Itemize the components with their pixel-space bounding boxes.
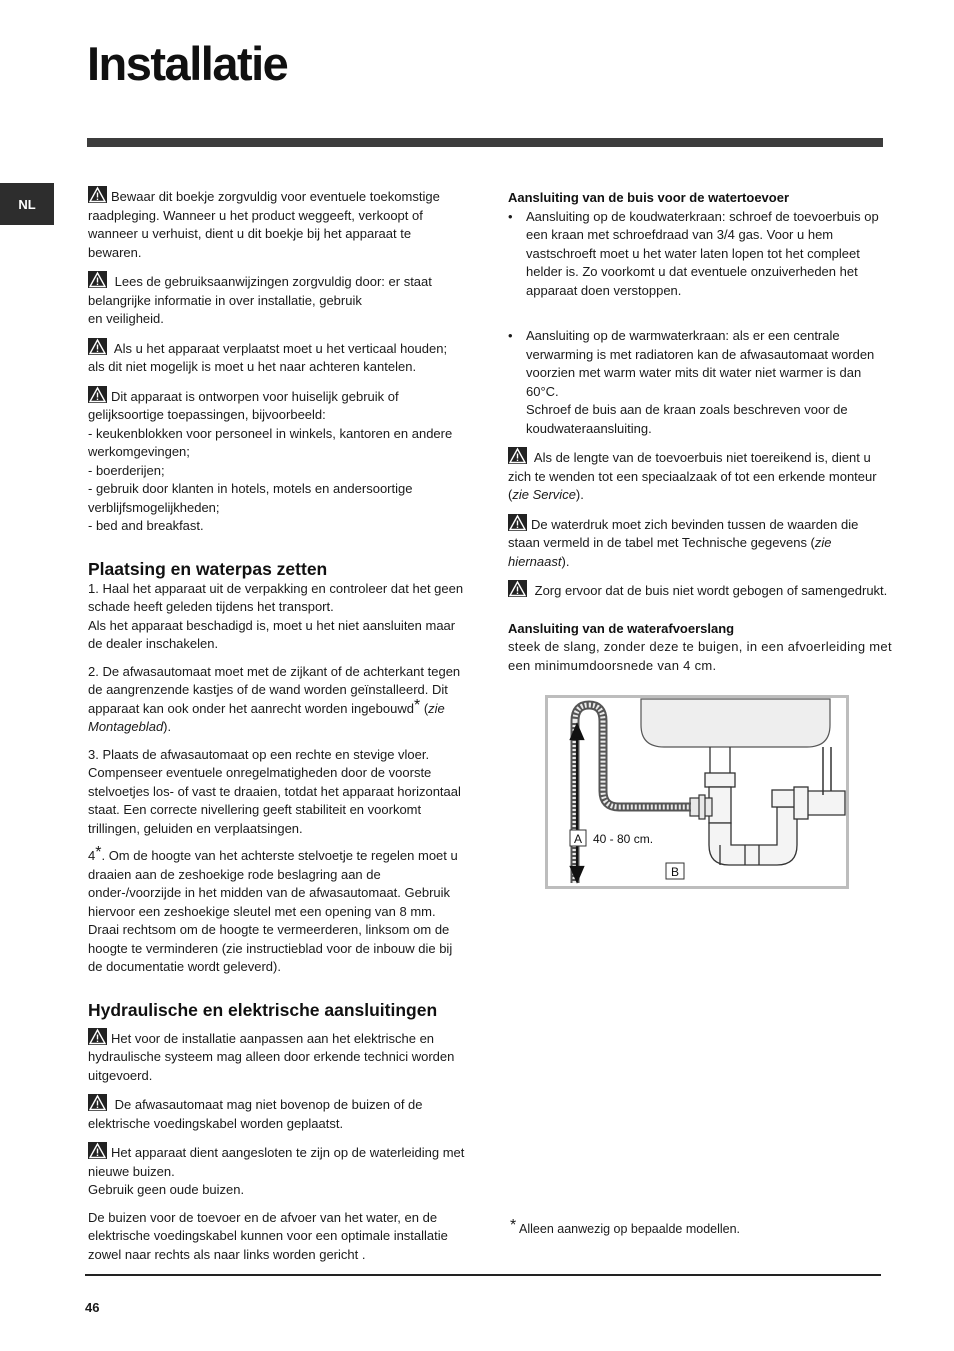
step-4: 4*. Om de hoogte van het achterste stelvoetje te regelen moet u draaien aan de zeshoekige rode beslagring aan de onder-/voorzijde in het midden van de afwasautomaat. Gebruik hiervoor een zeshoekige sleutel met een opening van 8 mm. Draai rechtsom om de hoogte te vermeerderen, linksom om de hoogte te verminderen (zie instructieblad voor de inbouw die bij de documentatie wordt geleverd). — [88, 844, 458, 974]
left-column — [88, 186, 466, 1273]
heading-waterafvoer: Aansluiting van de waterafvoerslang — [508, 620, 735, 636]
warning-icon — [508, 514, 527, 531]
title-rule — [87, 138, 883, 147]
warning-icon — [88, 386, 107, 403]
heading-hydraulisch: Hydraulische en elektrische aansluitingen — [88, 999, 438, 1020]
sink-basin — [641, 699, 830, 747]
warning-pipes-cable: De afwasautomaat mag niet bovenop de buizen of de elektrische voedingskabel worden geplaatst. — [88, 1094, 466, 1133]
warning-move-upright: Als u het apparaat verplaatst moet u het verticaal houden; als dit niet mogelijk is moet u het naar achteren kantelen. — [88, 338, 466, 377]
right-column — [508, 189, 892, 684]
warning-hose-length: Als de lengte van de toevoerbuis niet toereikend is, dient u zich te wenden tot een speciaalzaak of tot een erkende monteur (zie Service). — [508, 447, 892, 505]
warning-technicians: Het voor de installatie aanpassen aan het elektrische en hydraulische systeem mag alleen door erkende technici worden uitgevoerd. — [88, 1028, 466, 1086]
label-a: A — [574, 832, 583, 846]
page-number: 46 — [85, 1300, 100, 1315]
warning-water-pressure: De waterdruk moet zich bevinden tussen de waarden die staan vermeld in de tabel met Technische gegevens (zie hiernaast). — [508, 514, 892, 572]
warning-household-use: Dit apparaat is ontworpen voor huiselijk gebruik of gelijksoortige toepassingen, bijvoorbeeld: - keukenblokken voor personeel in winkels, kantoren en andere werkomgevingen; - boerderijen; - gebruik door klanten in hotels, motels en andersoortige verblijfsmogelijkheden; - bed and breakfast. — [88, 386, 466, 536]
use-list-item: - gebruik door klanten in hotels, motels en andersoortige verblijfsmogelijkheden; — [88, 481, 413, 515]
step-1: 1. Haal het apparaat uit de verpakking en controleer dat het geen schade heeft geleden tijdens het transport. Als het apparaat beschadigd is, moet u het niet aansluiten maar de dealer inschakelen. — [88, 580, 464, 651]
warning-icon — [508, 447, 527, 464]
pipes-direction-paragraph: De buizen voor de toevoer en de afvoer van het water, en de elektrische voedingskabel kunnen voor een optimale installatie zowel naar rechts als naar links worden gericht . — [88, 1209, 448, 1262]
heading-watertoevoer: Aansluiting van de buis voor de watertoevoer — [508, 190, 790, 205]
footnote: * Alleen aanwezig op bepaalde modellen. — [510, 1217, 741, 1236]
warning-no-bending: Zorg ervoor dat de buis niet wordt gebogen of samengedrukt. — [508, 580, 892, 601]
page-title: Installatie — [87, 37, 288, 90]
bullet-cold-water: • Aansluiting op de koudwaterkraan: schroef de toevoerbuis op een kraan met schroefdraad van 3/4 gas. Voor u hem vastschroeft moet u het water laten lopen tot het compleet helder is. Zo voorkomt u dat eventuele onzuiverheden het apparaat doen verstoppen. — [508, 208, 879, 298]
bullet-dot: • — [508, 328, 513, 343]
step-3: 3. Plaats de afwasautomaat op een rechte en stevige vloer. Compenseer eventuele onregelmatigheden door de voorste stelvoetjes los- of vast te draaien, totdat het apparaat horizontaal staat. Een correcte nivellering geeft stabiliteit en voorkomt trillingen, geluiden en verplaatsingen. — [88, 746, 461, 836]
warning-icon — [88, 1142, 107, 1159]
afvoer-paragraph: steek de slang, zonder deze te buigen, in een afvoerleiding met een minimumdoorsnede van 4 cm. — [508, 639, 892, 673]
warning-icon — [88, 1094, 107, 1111]
bullet-dot: • — [508, 208, 513, 224]
hose-connector — [690, 795, 712, 819]
montageblad-reference: zie Montageblad — [88, 700, 445, 734]
warning-read-instructions: Lees de gebruiksaanwijzingen zorgvuldig door: er staat belangrijke informatie in over installatie, gebruik en veiligheid. — [88, 271, 466, 329]
use-list-item: - bed and breakfast. — [88, 518, 204, 533]
label-b: B — [671, 865, 680, 879]
heading-plaatsing: Plaatsing en waterpas zetten — [88, 558, 328, 579]
warning-icon — [88, 271, 107, 288]
bullet-warm-water: • Aansluiting op de warmwaterkraan: als er een centrale verwarming is met radiatoren kan de afwasautomaat worden voorzien met warm water mits dit water niet warmer is dan 60°C. Schroef de buis aan de kraan zoals beschreven voor de koudwateraansluiting. — [508, 328, 875, 436]
drain-hose-diagram — [545, 695, 849, 889]
step-2: 2. De afwasautomaat moet met de zijkant of de achterkant tegen de aangrenzende kastjes of de wand worden geïnstalleerd. Dit apparaat kan ook onder het aanrecht worden ingebouwd* (zie Montageblad). — [88, 663, 461, 734]
use-list-item: - keukenblokken voor personeel in winkels, kantoren en andere werkomgevingen; — [88, 425, 453, 459]
warning-icon — [88, 338, 107, 355]
bottom-rule — [85, 1274, 881, 1276]
hiernaast-reference: zie hiernaast — [508, 535, 832, 569]
label-height-range: 40 - 80 cm. — [593, 832, 654, 846]
warning-icon — [88, 1028, 107, 1045]
warning-keep-booklet: Bewaar dit boekje zorgvuldig voor eventuele toekomstige raadpleging. Wanneer u het product weggeeft, verkoopt of wanneer u verhuist, dient u dit boekje bij het apparaat te bewaren. — [88, 186, 466, 262]
warning-new-pipes: Het apparaat dient aangesloten te zijn op de waterleiding met nieuwe buizen. Gebruik geen oude buizen. — [88, 1142, 466, 1200]
warning-icon — [508, 580, 527, 597]
service-reference: zie Service — [512, 487, 576, 502]
use-list-item: - boerderijen; — [88, 462, 165, 478]
language-tab: NL — [0, 183, 54, 225]
warning-icon — [88, 186, 107, 203]
